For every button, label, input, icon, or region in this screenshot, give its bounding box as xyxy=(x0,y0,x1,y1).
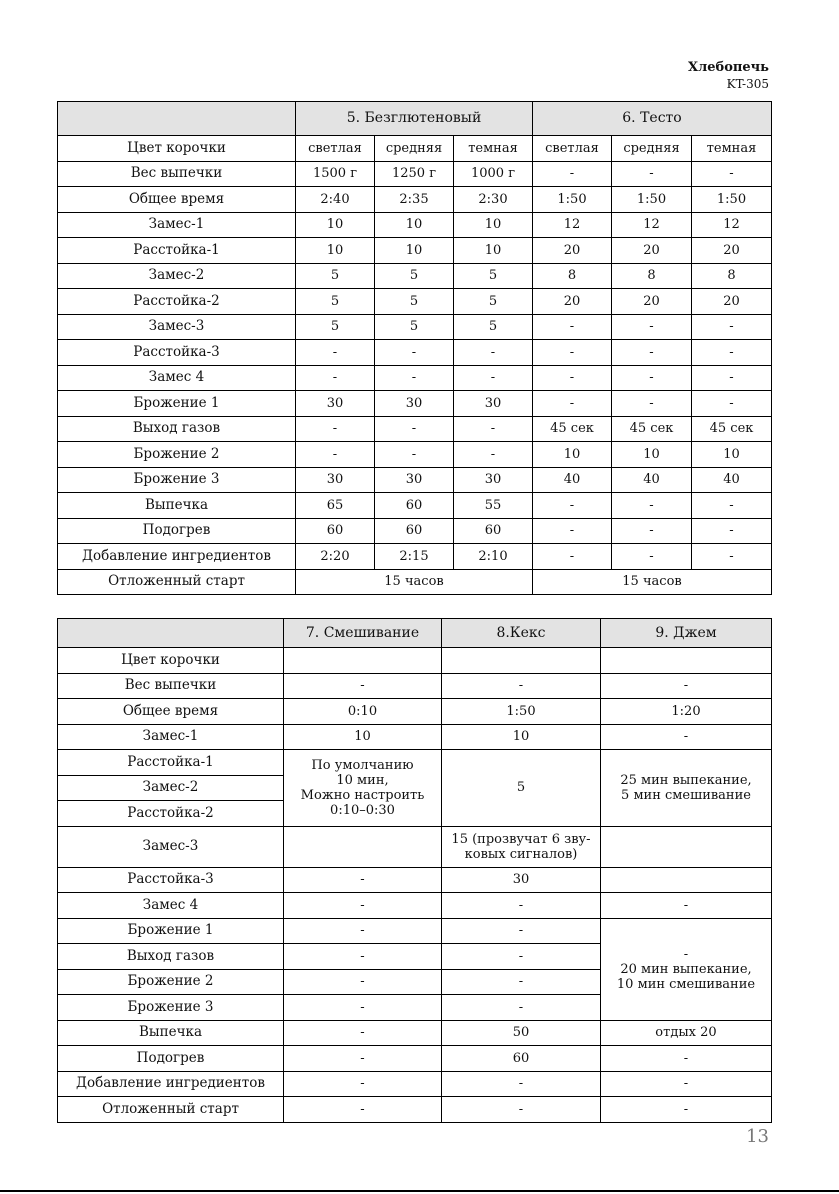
table-row xyxy=(58,518,772,544)
table-cell: 10 xyxy=(284,724,442,750)
table-row xyxy=(58,187,772,213)
row-label: Общее время xyxy=(58,699,284,725)
table-cell: 20 xyxy=(533,289,612,315)
table-cell: - xyxy=(296,365,375,391)
cell-line: 25 мин выпекание, xyxy=(620,772,752,788)
table-cell: 60 xyxy=(375,493,454,519)
table-cell: - xyxy=(442,1097,601,1123)
table-cell: 40 xyxy=(533,467,612,493)
row-label: Замес 4 xyxy=(58,365,296,391)
table-cell: - xyxy=(284,995,442,1021)
table-cell: 10 xyxy=(612,442,692,468)
table-cell: 30 xyxy=(454,391,533,417)
table-cell-jam-rest xyxy=(601,750,772,827)
row-label: Подогрев xyxy=(58,1046,284,1072)
table-row xyxy=(58,893,772,919)
table-cell: 8 xyxy=(612,263,692,289)
table-cell: 10 xyxy=(454,238,533,264)
table-cell: 5 xyxy=(454,314,533,340)
table-row xyxy=(58,918,772,944)
row-label: Замес-1 xyxy=(58,212,296,238)
table-row xyxy=(58,391,772,417)
table-cell: темная xyxy=(692,136,772,162)
table-cell: 40 xyxy=(612,467,692,493)
table-cell: - xyxy=(612,493,692,519)
table-cell: - xyxy=(533,314,612,340)
table-cell: 1:50 xyxy=(692,187,772,213)
table-cell: - xyxy=(284,893,442,919)
table-row xyxy=(58,673,772,699)
model-number: KT-305 xyxy=(726,77,769,91)
table-cell: 5 xyxy=(296,314,375,340)
table-header-row xyxy=(58,102,772,136)
table-cell: 20 xyxy=(692,238,772,264)
table-cell: 30 xyxy=(296,391,375,417)
table-cell: 12 xyxy=(533,212,612,238)
brand-name: Хлебопечь xyxy=(688,60,769,75)
program-header-6: 6. Тесто xyxy=(533,102,772,136)
table-cell: 5 xyxy=(375,289,454,315)
table-cell: 10 xyxy=(454,212,533,238)
table-cell xyxy=(284,648,442,674)
row-label: Брожение 2 xyxy=(58,442,296,468)
table-cell: - xyxy=(692,544,772,570)
table-cell: 2:20 xyxy=(296,544,375,570)
table-cell: - xyxy=(442,969,601,995)
table-cell: - xyxy=(612,161,692,187)
table-cell: 1:20 xyxy=(601,699,772,725)
cell-line: ковых сигналов) xyxy=(464,846,578,862)
table-row xyxy=(58,826,772,867)
row-label: Отложенный старт xyxy=(58,1097,284,1123)
table-cell: 2:30 xyxy=(454,187,533,213)
table-cell: - xyxy=(533,161,612,187)
table-cell: - xyxy=(284,918,442,944)
row-label: Цвет корочки xyxy=(58,648,284,674)
table-cell: - xyxy=(284,1020,442,1046)
row-label: Расстойка-3 xyxy=(58,340,296,366)
table-row xyxy=(58,1071,772,1097)
table-row xyxy=(58,365,772,391)
table-cell: - xyxy=(375,340,454,366)
table-row xyxy=(58,544,772,570)
table-cell: светлая xyxy=(296,136,375,162)
table-row xyxy=(58,467,772,493)
table-cell: 5 xyxy=(296,263,375,289)
table-cell xyxy=(284,826,442,867)
document-header xyxy=(688,60,769,92)
table-cell: 60 xyxy=(296,518,375,544)
table-row xyxy=(58,1046,772,1072)
row-label: Брожение 2 xyxy=(58,969,284,995)
table-cell: 65 xyxy=(296,493,375,519)
program-header-8: 8.Кекс xyxy=(442,619,601,648)
table-cell: 20 xyxy=(692,289,772,315)
row-label: Добавление ингредиентов xyxy=(58,544,296,570)
header-empty-cell xyxy=(58,102,296,136)
table-cell: - xyxy=(612,518,692,544)
table-cell: - xyxy=(692,493,772,519)
table-row xyxy=(58,493,772,519)
table-cell xyxy=(601,826,772,867)
row-label: Брожение 1 xyxy=(58,391,296,417)
table-cell: 20 xyxy=(612,238,692,264)
table-row xyxy=(58,699,772,725)
table-row xyxy=(58,1097,772,1123)
table-cell: - xyxy=(296,442,375,468)
table-cell: - xyxy=(454,416,533,442)
table-cell: 55 xyxy=(454,493,533,519)
row-label: Цвет корочки xyxy=(58,136,296,162)
table-cell: 12 xyxy=(692,212,772,238)
table-row xyxy=(58,314,772,340)
table-cell: - xyxy=(601,724,772,750)
table-cell: - xyxy=(612,314,692,340)
table-cell: 1500 г xyxy=(296,161,375,187)
table-cell: - xyxy=(601,673,772,699)
table-cell: - xyxy=(442,918,601,944)
table-cell: 40 xyxy=(692,467,772,493)
table-cell: 30 xyxy=(296,467,375,493)
table-cell: - xyxy=(692,340,772,366)
table-cell: - xyxy=(601,1071,772,1097)
cell-line: 15 (прозвучат 6 зву- xyxy=(451,831,591,847)
cell-line: - xyxy=(683,946,689,962)
page-number: 13 xyxy=(746,1126,769,1147)
table-cell: 45 сек xyxy=(533,416,612,442)
table-cell: - xyxy=(284,944,442,970)
table-cell: светлая xyxy=(533,136,612,162)
table-row xyxy=(58,416,772,442)
cell-line: Можно настроить xyxy=(300,787,425,803)
table-cell: 2:10 xyxy=(454,544,533,570)
table-cell: - xyxy=(601,1097,772,1123)
table-cell: - xyxy=(601,893,772,919)
row-label: Замес-1 xyxy=(58,724,284,750)
row-label: Вес выпечки xyxy=(58,673,284,699)
table-cell: 30 xyxy=(375,467,454,493)
table-row xyxy=(58,161,772,187)
row-label: Замес-2 xyxy=(58,775,284,801)
table-cell: - xyxy=(296,416,375,442)
row-label: Брожение 3 xyxy=(58,995,284,1021)
table-cell: - xyxy=(692,314,772,340)
table-cell: 5 xyxy=(454,289,533,315)
row-label: Расстойка-2 xyxy=(58,801,284,827)
header-empty-cell xyxy=(58,619,284,648)
table-row xyxy=(58,750,772,776)
table-cell: 1250 г xyxy=(375,161,454,187)
table-cell: средняя xyxy=(612,136,692,162)
program-header-7: 7. Смешивание xyxy=(284,619,442,648)
row-label: Брожение 3 xyxy=(58,467,296,493)
programs-table-5-6 xyxy=(57,101,772,595)
table-cell: - xyxy=(284,867,442,893)
table-cell: - xyxy=(454,365,533,391)
table-row xyxy=(58,442,772,468)
table-cell: - xyxy=(533,365,612,391)
table-cell: 1000 г xyxy=(454,161,533,187)
table-cell: - xyxy=(375,365,454,391)
row-label: Замес-2 xyxy=(58,263,296,289)
row-label: Добавление ингредиентов xyxy=(58,1071,284,1097)
cell-line: 20 мин выпекание, xyxy=(620,961,752,977)
table-cell-cake-rest: 5 xyxy=(442,750,601,827)
table-cell: 1:50 xyxy=(612,187,692,213)
row-label: Расстойка-1 xyxy=(58,238,296,264)
table-cell: - xyxy=(375,442,454,468)
programs-table-7-9 xyxy=(57,618,772,1123)
table-cell: 45 сек xyxy=(612,416,692,442)
table-header-row xyxy=(58,619,772,648)
table-row xyxy=(58,724,772,750)
table-cell: - xyxy=(454,340,533,366)
table-cell: 2:40 xyxy=(296,187,375,213)
table-cell: - xyxy=(692,391,772,417)
table-cell: - xyxy=(533,391,612,417)
table-cell: 10 xyxy=(533,442,612,468)
cell-line: 10 мин, xyxy=(336,772,389,788)
table-cell: - xyxy=(442,893,601,919)
row-label: Замес-3 xyxy=(58,826,284,867)
table-cell: 60 xyxy=(454,518,533,544)
table-cell-jam-ferment xyxy=(601,918,772,1020)
table-cell xyxy=(601,867,772,893)
bottom-divider xyxy=(0,1190,839,1192)
table-row xyxy=(58,263,772,289)
row-label: Брожение 1 xyxy=(58,918,284,944)
table-cell: - xyxy=(284,969,442,995)
table-cell: 8 xyxy=(692,263,772,289)
cell-line: 5 мин смешивание xyxy=(621,787,751,803)
table-cell: 15 часов xyxy=(533,569,772,595)
table-cell: 10 xyxy=(296,212,375,238)
row-label: Расстойка-2 xyxy=(58,289,296,315)
table-cell: - xyxy=(692,161,772,187)
table-cell xyxy=(442,648,601,674)
table-cell: 5 xyxy=(454,263,533,289)
row-label: Вес выпечки xyxy=(58,161,296,187)
row-label: Выпечка xyxy=(58,1020,284,1046)
table-cell: - xyxy=(442,944,601,970)
table-cell: 5 xyxy=(375,314,454,340)
table-cell: - xyxy=(442,1071,601,1097)
table-cell: 60 xyxy=(442,1046,601,1072)
table-cell xyxy=(442,826,601,867)
table-cell xyxy=(601,648,772,674)
table-cell: 5 xyxy=(296,289,375,315)
table-cell: 2:35 xyxy=(375,187,454,213)
row-label: Расстойка-1 xyxy=(58,750,284,776)
row-label: Выход газов xyxy=(58,416,296,442)
table-cell: 5 xyxy=(375,263,454,289)
table-cell: - xyxy=(533,518,612,544)
table-cell: 30 xyxy=(442,867,601,893)
cell-line: По умолчанию xyxy=(311,757,414,773)
table-cell: 0:10 xyxy=(284,699,442,725)
table-cell: 8 xyxy=(533,263,612,289)
table-cell: - xyxy=(612,365,692,391)
table-cell: отдых 20 xyxy=(601,1020,772,1046)
cell-line: 0:10–0:30 xyxy=(330,802,395,818)
table-cell: - xyxy=(692,518,772,544)
table-cell: 30 xyxy=(375,391,454,417)
table-row xyxy=(58,648,772,674)
row-label: Отложенный старт xyxy=(58,569,296,595)
table-cell: - xyxy=(533,544,612,570)
table-cell: - xyxy=(612,340,692,366)
table-cell: 15 часов xyxy=(296,569,533,595)
table-cell: 10 xyxy=(375,212,454,238)
row-label: Расстойка-3 xyxy=(58,867,284,893)
table-cell: - xyxy=(284,1046,442,1072)
table-cell: 12 xyxy=(612,212,692,238)
table-row xyxy=(58,136,772,162)
table-cell: - xyxy=(296,340,375,366)
row-label: Общее время xyxy=(58,187,296,213)
table-cell: темная xyxy=(454,136,533,162)
table-cell: - xyxy=(284,673,442,699)
table-cell: 45 сек xyxy=(692,416,772,442)
table-cell: средняя xyxy=(375,136,454,162)
table-cell: - xyxy=(454,442,533,468)
table-cell: 10 xyxy=(375,238,454,264)
table-cell: - xyxy=(601,1046,772,1072)
table-cell: 60 xyxy=(375,518,454,544)
table-cell: - xyxy=(442,673,601,699)
table-cell: - xyxy=(533,340,612,366)
table-cell: 2:15 xyxy=(375,544,454,570)
table-cell: 10 xyxy=(692,442,772,468)
row-label: Подогрев xyxy=(58,518,296,544)
table-cell: - xyxy=(692,365,772,391)
table-row xyxy=(58,289,772,315)
table-cell: - xyxy=(284,1071,442,1097)
program-header-5: 5. Безглютеновый xyxy=(296,102,533,136)
row-label: Выпечка xyxy=(58,493,296,519)
cell-line: 10 мин смешивание xyxy=(616,976,756,992)
table-cell: 10 xyxy=(442,724,601,750)
row-label: Выход газов xyxy=(58,944,284,970)
row-label: Замес 4 xyxy=(58,893,284,919)
table-cell: 30 xyxy=(454,467,533,493)
table-cell: 20 xyxy=(612,289,692,315)
table-cell: - xyxy=(284,1097,442,1123)
table-cell: 10 xyxy=(296,238,375,264)
table-cell: 50 xyxy=(442,1020,601,1046)
table-cell: - xyxy=(375,416,454,442)
table-row xyxy=(58,238,772,264)
table-cell: 1:50 xyxy=(442,699,601,725)
table-row xyxy=(58,212,772,238)
table-cell: - xyxy=(442,995,601,1021)
table-cell: - xyxy=(612,544,692,570)
table-cell: 1:50 xyxy=(533,187,612,213)
table-row xyxy=(58,867,772,893)
table-cell: 20 xyxy=(533,238,612,264)
row-label: Замес-3 xyxy=(58,314,296,340)
program-header-9: 9. Джем xyxy=(601,619,772,648)
table-row xyxy=(58,340,772,366)
table-cell-mix-rest xyxy=(284,750,442,827)
table-row xyxy=(58,1020,772,1046)
table-cell: - xyxy=(612,391,692,417)
table-cell: - xyxy=(533,493,612,519)
table-row xyxy=(58,569,772,595)
